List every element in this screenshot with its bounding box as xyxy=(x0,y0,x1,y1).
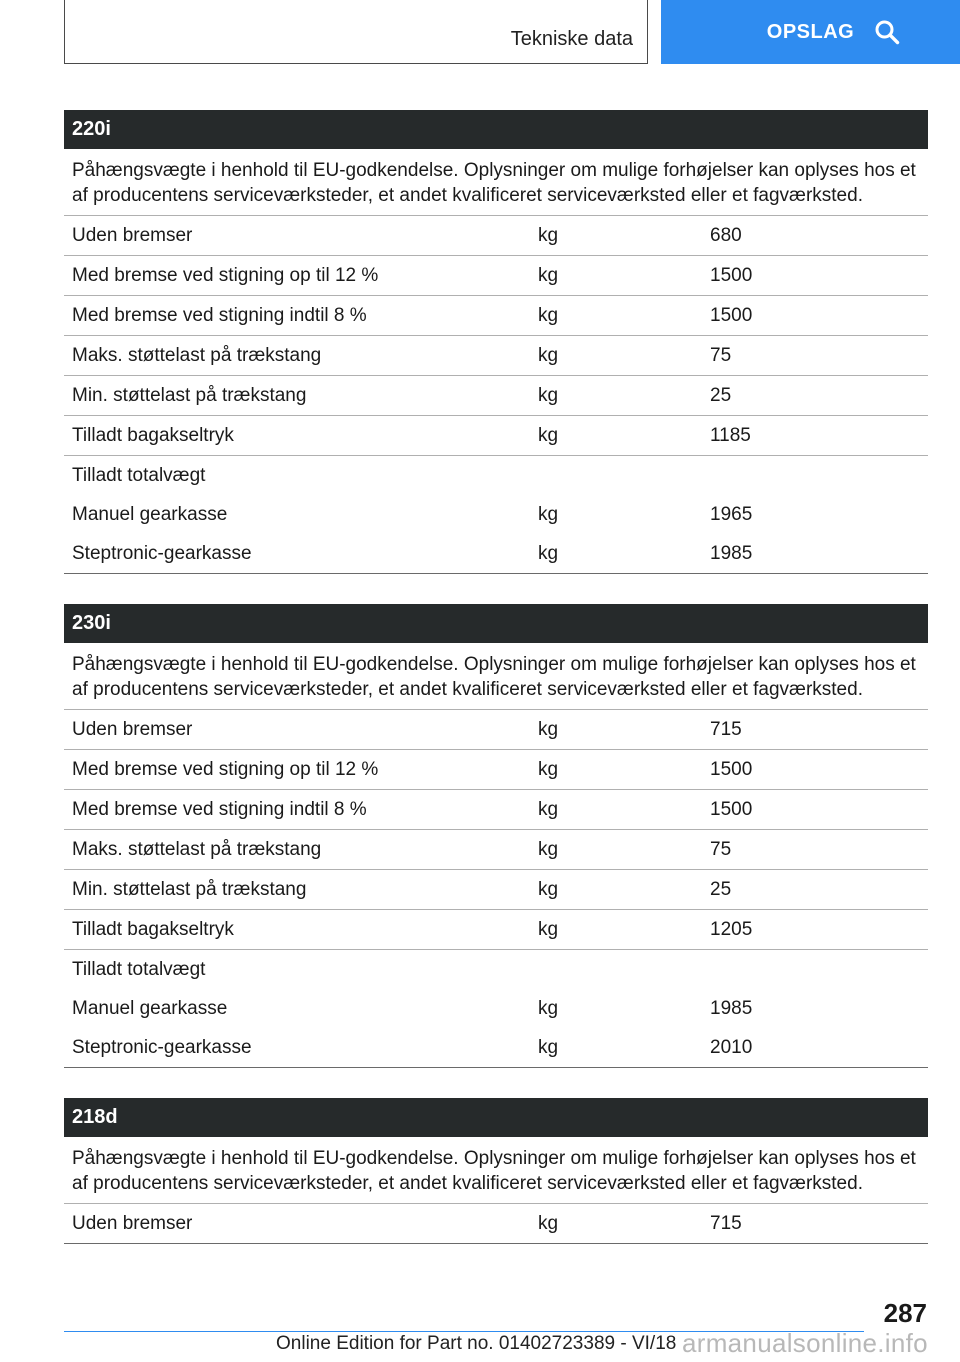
row-label: Manuel gearkasse xyxy=(72,998,228,1019)
header-section-box xyxy=(64,0,648,64)
row-unit: kg xyxy=(538,919,559,940)
row-value: 1500 xyxy=(710,799,753,820)
row-unit xyxy=(538,456,710,495)
row-value: 715 xyxy=(710,719,742,740)
row-label: Uden bremser xyxy=(72,1213,193,1234)
table-row xyxy=(64,950,928,989)
table-row xyxy=(64,456,928,495)
row-unit xyxy=(538,950,710,989)
row-unit: kg xyxy=(538,1037,559,1058)
row-unit: kg xyxy=(538,543,559,564)
lookup-label: OPSLAG xyxy=(766,20,855,43)
row-label: Med bremse ved stigning indtil 8 % xyxy=(72,305,367,326)
row-unit: kg xyxy=(538,719,559,740)
spec-sections xyxy=(64,110,928,1274)
section-heading: 218d xyxy=(64,1098,928,1137)
table-row xyxy=(64,256,928,296)
table-row xyxy=(64,495,928,534)
row-label: Tilladt totalvægt xyxy=(72,465,206,486)
row-label: Med bremse ved stigning op til 12 % xyxy=(72,759,379,780)
row-value: 1965 xyxy=(710,504,753,525)
row-label: Manuel gearkasse xyxy=(72,504,228,525)
row-unit: kg xyxy=(538,385,559,406)
row-unit: kg xyxy=(538,1213,559,1234)
spec-section xyxy=(64,110,928,574)
row-unit: kg xyxy=(538,225,559,246)
edition-text: Online Edition for Part no. 01402723389 - VI/18 xyxy=(276,1333,677,1354)
table-row xyxy=(64,790,928,830)
row-value: 1985 xyxy=(710,543,753,564)
row-label: Tilladt bagakseltryk xyxy=(72,425,234,446)
row-label: Med bremse ved stigning op til 12 % xyxy=(72,265,379,286)
row-value: 75 xyxy=(710,839,732,860)
table-row xyxy=(64,296,928,336)
row-value: 1500 xyxy=(710,759,753,780)
row-unit: kg xyxy=(538,839,559,860)
row-unit: kg xyxy=(538,265,559,286)
row-value: 2010 xyxy=(710,1037,753,1058)
row-label: Steptronic-gearkasse xyxy=(72,543,252,564)
row-value xyxy=(710,950,928,989)
row-unit: kg xyxy=(538,998,559,1019)
spec-section xyxy=(64,1098,928,1244)
row-unit: kg xyxy=(538,425,559,446)
row-label: Tilladt totalvægt xyxy=(72,959,206,980)
lookup-button[interactable] xyxy=(661,0,960,64)
row-value: 25 xyxy=(710,385,732,406)
row-label: Med bremse ved stigning indtil 8 % xyxy=(72,799,367,820)
table-row xyxy=(64,376,928,416)
section-title: Tekniske data xyxy=(510,28,633,50)
row-label: Maks. støttelast på trækstang xyxy=(72,839,322,860)
row-value: 75 xyxy=(710,345,732,366)
table-row xyxy=(64,830,928,870)
table-row xyxy=(64,216,928,256)
section-note: Påhængsvægte i henhold til EU-godkendelse. Oplysninger om mulige forhøjelser kan oplyses hos et af producentens serviceværksteder, et andet kvalificeret serviceværksted eller et fagværksted. xyxy=(64,643,928,710)
table-row xyxy=(64,416,928,456)
page-number: 287 xyxy=(883,1298,927,1328)
table-row xyxy=(64,910,928,950)
table-row xyxy=(64,336,928,376)
section-note: Påhængsvægte i henhold til EU-godkendelse. Oplysninger om mulige forhøjelser kan oplyses hos et af producentens serviceværksteder, et andet kvalificeret serviceværksted eller et fagværksted. xyxy=(64,149,928,216)
spec-section xyxy=(64,604,928,1068)
section-heading: 220i xyxy=(64,110,928,149)
row-value: 1500 xyxy=(710,305,753,326)
section-note: Påhængsvægte i henhold til EU-godkendelse. Oplysninger om mulige forhøjelser kan oplyses hos et af producentens serviceværksteder, et andet kvalificeret serviceværksted eller et fagværksted. xyxy=(64,1137,928,1204)
table-row xyxy=(64,534,928,574)
table-row xyxy=(64,1028,928,1068)
row-value: 715 xyxy=(710,1213,742,1234)
row-label: Uden bremser xyxy=(72,719,193,740)
row-value: 1500 xyxy=(710,265,753,286)
row-label: Steptronic-gearkasse xyxy=(72,1037,252,1058)
table-row xyxy=(64,989,928,1028)
row-unit: kg xyxy=(538,305,559,326)
row-unit: kg xyxy=(538,345,559,366)
row-label: Min. støttelast på trækstang xyxy=(72,385,307,406)
row-label: Tilladt bagakseltryk xyxy=(72,919,234,940)
row-value: 680 xyxy=(710,225,742,246)
table-row xyxy=(64,710,928,750)
row-value: 1185 xyxy=(710,425,751,446)
row-unit: kg xyxy=(538,799,559,820)
row-value: 1985 xyxy=(710,998,753,1019)
row-unit: kg xyxy=(538,504,559,525)
row-label: Min. støttelast på trækstang xyxy=(72,879,307,900)
search-icon xyxy=(874,19,900,45)
table-row xyxy=(64,1204,928,1244)
row-value: 1205 xyxy=(710,919,753,940)
row-value xyxy=(710,456,928,495)
table-row xyxy=(64,750,928,790)
row-label: Maks. støttelast på trækstang xyxy=(72,345,322,366)
watermark: armanualsonline.info xyxy=(682,1328,928,1358)
row-value: 25 xyxy=(710,879,732,900)
row-unit: kg xyxy=(538,879,559,900)
section-heading: 230i xyxy=(64,604,928,643)
row-unit: kg xyxy=(538,759,559,780)
row-label: Uden bremser xyxy=(72,225,193,246)
table-row xyxy=(64,870,928,910)
